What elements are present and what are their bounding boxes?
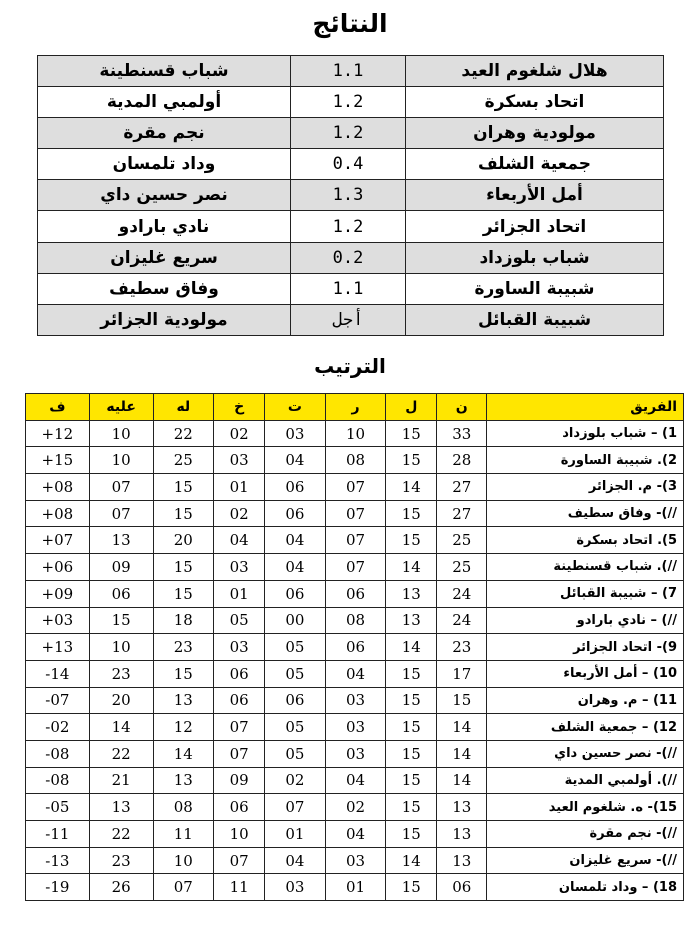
standings-draws: 07: [265, 794, 326, 821]
standings-row: [26, 714, 684, 741]
standings-team: //). أولمبي المدية: [487, 767, 684, 794]
standings-points: 24: [437, 607, 487, 634]
standings-team: 11) – م. وهران: [487, 687, 684, 714]
standings-wins: 03: [325, 714, 386, 741]
results-table: [37, 55, 664, 336]
standings-losses: 09: [214, 767, 265, 794]
result-row: [38, 304, 664, 335]
standings-wins: 04: [325, 821, 386, 848]
standings-losses: 01: [214, 580, 265, 607]
standings-row: [26, 874, 684, 901]
standings-row: [26, 447, 684, 474]
standings-team: 5). اتحاد بسكرة: [487, 527, 684, 554]
standings-goals-for: 15: [153, 500, 214, 527]
standings-goals-for: 08: [153, 794, 214, 821]
standings-played: 15: [386, 874, 437, 901]
header-wins: ر: [325, 394, 386, 421]
header-draws: ت: [265, 394, 326, 421]
standings-goals-for: 07: [153, 874, 214, 901]
standings-team: 15)- ه. شلغوم العيد: [487, 794, 684, 821]
standings-row: [26, 580, 684, 607]
standings-goal-diff: -05: [26, 794, 90, 821]
standings-draws: 02: [265, 767, 326, 794]
standings-goals-for: 11: [153, 821, 214, 848]
standings-goals-for: 15: [153, 474, 214, 501]
standings-row: [26, 554, 684, 581]
standings-points: 14: [437, 714, 487, 741]
result-score: 1.1: [291, 273, 406, 304]
standings-goal-diff: +03: [26, 607, 90, 634]
standings-goals-against: 22: [89, 821, 153, 848]
result-away-team: أولمبي المدية: [38, 87, 291, 118]
standings-points: 17: [437, 660, 487, 687]
standings-goal-diff: +07: [26, 527, 90, 554]
standings-played: 14: [386, 554, 437, 581]
result-score: 1.3: [291, 180, 406, 211]
standings-played: 15: [386, 527, 437, 554]
standings-goals-for: 10: [153, 847, 214, 874]
standings-wins: 08: [325, 607, 386, 634]
standings-goals-against: 06: [89, 580, 153, 607]
standings-played: 13: [386, 580, 437, 607]
standings-goals-against: 15: [89, 607, 153, 634]
standings-played: 15: [386, 660, 437, 687]
standings-goals-for: 20: [153, 527, 214, 554]
result-home-team: اتحاد الجزائر: [406, 211, 664, 242]
header-team: الفريق: [487, 394, 684, 421]
standings-team: 18) – وداد تلمسان: [487, 874, 684, 901]
result-away-team: شباب قسنطينة: [38, 56, 291, 87]
standings-played: 14: [386, 634, 437, 661]
standings-losses: 01: [214, 474, 265, 501]
standings-draws: 05: [265, 634, 326, 661]
standings-goals-against: 26: [89, 874, 153, 901]
standings-wins: 10: [325, 420, 386, 447]
standings-losses: 02: [214, 420, 265, 447]
standings-row: [26, 634, 684, 661]
standings-draws: 04: [265, 447, 326, 474]
standings-team: 12) – جمعية الشلف: [487, 714, 684, 741]
standings-goal-diff: -14: [26, 660, 90, 687]
standings-goal-diff: +08: [26, 474, 90, 501]
result-home-team: اتحاد بسكرة: [406, 87, 664, 118]
standings-wins: 04: [325, 660, 386, 687]
standings-goals-for: 13: [153, 767, 214, 794]
standings-losses: 02: [214, 500, 265, 527]
standings-goals-against: 23: [89, 847, 153, 874]
standings-wins: 07: [325, 500, 386, 527]
standings-losses: 04: [214, 527, 265, 554]
standings-losses: 03: [214, 447, 265, 474]
result-row: [38, 87, 664, 118]
standings-goal-diff: -19: [26, 874, 90, 901]
standings-losses: 07: [214, 714, 265, 741]
standings-team: //)- سريع غليزان: [487, 847, 684, 874]
standings-row: [26, 660, 684, 687]
standings-row: [26, 420, 684, 447]
standings-team: 3)- م. الجزائر: [487, 474, 684, 501]
standings-wins: 03: [325, 687, 386, 714]
standings-goals-for: 25: [153, 447, 214, 474]
standings-row: [26, 500, 684, 527]
result-away-team: سريع غليزان: [38, 242, 291, 273]
result-home-team: شبيبة القبائل: [406, 304, 664, 335]
result-away-team: نجم مقرة: [38, 118, 291, 149]
result-score: 1.2: [291, 118, 406, 149]
standings-team: 7) – شبيبة القبائل: [487, 580, 684, 607]
standings-played: 13: [386, 607, 437, 634]
standings-losses: 11: [214, 874, 265, 901]
standings-goals-for: 12: [153, 714, 214, 741]
result-score: 1.2: [291, 87, 406, 118]
standings-goals-for: 13: [153, 687, 214, 714]
standings-draws: 05: [265, 714, 326, 741]
header-points: ن: [437, 394, 487, 421]
standings-row: [26, 794, 684, 821]
standings-row: [26, 740, 684, 767]
standings-played: 15: [386, 447, 437, 474]
standings-goals-for: 15: [153, 660, 214, 687]
result-row: [38, 273, 664, 304]
standings-points: 23: [437, 634, 487, 661]
result-row: [38, 149, 664, 180]
result-home-team: أمل الأربعاء: [406, 180, 664, 211]
standings-team: //)- نجم مقرة: [487, 821, 684, 848]
header-goal-diff: ف: [26, 394, 90, 421]
standings-wins: 07: [325, 527, 386, 554]
result-away-team: نادي بارادو: [38, 211, 291, 242]
result-row: [38, 211, 664, 242]
standings-goals-against: 07: [89, 500, 153, 527]
result-away-team: نصر حسين داي: [38, 180, 291, 211]
standings-played: 15: [386, 767, 437, 794]
standings-title: الترتيب: [314, 354, 386, 378]
header-goals-for: له: [153, 394, 214, 421]
standings-draws: 06: [265, 474, 326, 501]
result-away-team: وداد تلمسان: [38, 149, 291, 180]
standings-draws: 04: [265, 554, 326, 581]
result-score: 0.4: [291, 149, 406, 180]
standings-team: //)- وفاق سطيف: [487, 500, 684, 527]
standings-goals-against: 13: [89, 527, 153, 554]
standings-row: [26, 527, 684, 554]
result-score: أجل: [291, 304, 406, 335]
standings-points: 13: [437, 821, 487, 848]
standings-wins: 03: [325, 740, 386, 767]
header-goals-against: عليه: [89, 394, 153, 421]
standings-losses: 05: [214, 607, 265, 634]
standings-goals-against: 10: [89, 634, 153, 661]
standings-wins: 08: [325, 447, 386, 474]
standings-wins: 01: [325, 874, 386, 901]
standings-row: [26, 767, 684, 794]
header-losses: خ: [214, 394, 265, 421]
standings-goals-against: 10: [89, 420, 153, 447]
standings-played: 15: [386, 714, 437, 741]
standings-played: 15: [386, 687, 437, 714]
standings-draws: 06: [265, 580, 326, 607]
standings-wins: 07: [325, 554, 386, 581]
result-score: 1.2: [291, 211, 406, 242]
standings-points: 28: [437, 447, 487, 474]
standings-played: 15: [386, 821, 437, 848]
standings-goals-against: 14: [89, 714, 153, 741]
result-home-team: هلال شلغوم العيد: [406, 56, 664, 87]
standings-wins: 07: [325, 474, 386, 501]
result-row: [38, 56, 664, 87]
standings-goals-for: 22: [153, 420, 214, 447]
standings-losses: 06: [214, 687, 265, 714]
standings-points: 27: [437, 500, 487, 527]
standings-draws: 01: [265, 821, 326, 848]
standings-team: 1) – شباب بلوزداد: [487, 420, 684, 447]
standings-points: 33: [437, 420, 487, 447]
standings-points: 27: [437, 474, 487, 501]
standings-wins: 02: [325, 794, 386, 821]
standings-draws: 06: [265, 687, 326, 714]
standings-goal-diff: +09: [26, 580, 90, 607]
result-row: [38, 180, 664, 211]
standings-goals-against: 23: [89, 660, 153, 687]
standings-wins: 06: [325, 634, 386, 661]
standings-goals-against: 20: [89, 687, 153, 714]
standings-points: 13: [437, 847, 487, 874]
standings-draws: 04: [265, 527, 326, 554]
standings-goal-diff: +06: [26, 554, 90, 581]
results-title: النتائج: [312, 9, 388, 38]
standings-goals-for: 15: [153, 580, 214, 607]
standings-header-row: [26, 394, 684, 421]
standings-played: 14: [386, 847, 437, 874]
standings-points: 25: [437, 554, 487, 581]
standings-goal-diff: +15: [26, 447, 90, 474]
standings-points: 14: [437, 740, 487, 767]
standings-goals-for: 23: [153, 634, 214, 661]
standings-team: 10) – أمل الأربعاء: [487, 660, 684, 687]
standings-goal-diff: -13: [26, 847, 90, 874]
standings-played: 15: [386, 794, 437, 821]
standings-played: 15: [386, 740, 437, 767]
standings-goals-against: 22: [89, 740, 153, 767]
standings-losses: 06: [214, 660, 265, 687]
standings-team: //)- نصر حسين داي: [487, 740, 684, 767]
result-away-team: وفاق سطيف: [38, 273, 291, 304]
standings-table: [25, 393, 684, 901]
standings-wins: 03: [325, 847, 386, 874]
standings-draws: 05: [265, 660, 326, 687]
standings-wins: 06: [325, 580, 386, 607]
standings-losses: 03: [214, 554, 265, 581]
standings-goals-for: 14: [153, 740, 214, 767]
standings-draws: 03: [265, 420, 326, 447]
result-away-team: مولودية الجزائر: [38, 304, 291, 335]
standings-played: 15: [386, 500, 437, 527]
standings-team: //). شباب قسنطينة: [487, 554, 684, 581]
standings-goal-diff: -02: [26, 714, 90, 741]
standings-points: 25: [437, 527, 487, 554]
result-home-team: شبيبة الساورة: [406, 273, 664, 304]
standings-goals-against: 21: [89, 767, 153, 794]
result-row: [38, 242, 664, 273]
standings-losses: 06: [214, 794, 265, 821]
standings-row: [26, 847, 684, 874]
standings-draws: 03: [265, 874, 326, 901]
standings-team: 9)- اتحاد الجزائر: [487, 634, 684, 661]
standings-points: 06: [437, 874, 487, 901]
result-row: [38, 118, 664, 149]
standings-goal-diff: -11: [26, 821, 90, 848]
standings-goal-diff: +08: [26, 500, 90, 527]
standings-points: 13: [437, 794, 487, 821]
result-home-team: جمعية الشلف: [406, 149, 664, 180]
standings-row: [26, 607, 684, 634]
standings-losses: 10: [214, 821, 265, 848]
standings-points: 14: [437, 767, 487, 794]
standings-goal-diff: -08: [26, 740, 90, 767]
standings-goals-against: 10: [89, 447, 153, 474]
standings-draws: 04: [265, 847, 326, 874]
standings-goals-for: 15: [153, 554, 214, 581]
standings-goals-against: 07: [89, 474, 153, 501]
standings-row: [26, 821, 684, 848]
standings-goals-against: 09: [89, 554, 153, 581]
standings-losses: 07: [214, 740, 265, 767]
standings-goals-for: 18: [153, 607, 214, 634]
standings-draws: 00: [265, 607, 326, 634]
standings-goal-diff: -08: [26, 767, 90, 794]
standings-played: 14: [386, 474, 437, 501]
standings-points: 24: [437, 580, 487, 607]
standings-points: 15: [437, 687, 487, 714]
standings-losses: 03: [214, 634, 265, 661]
result-score: 0.2: [291, 242, 406, 273]
standings-draws: 06: [265, 500, 326, 527]
standings-goal-diff: +13: [26, 634, 90, 661]
result-score: 1.1: [291, 56, 406, 87]
standings-row: [26, 474, 684, 501]
result-home-team: شباب بلوزداد: [406, 242, 664, 273]
standings-team: //) – نادي بارادو: [487, 607, 684, 634]
standings-wins: 04: [325, 767, 386, 794]
standings-draws: 05: [265, 740, 326, 767]
standings-played: 15: [386, 420, 437, 447]
standings-goals-against: 13: [89, 794, 153, 821]
header-played: ل: [386, 394, 437, 421]
standings-goal-diff: -07: [26, 687, 90, 714]
standings-row: [26, 687, 684, 714]
standings-goal-diff: +12: [26, 420, 90, 447]
standings-team: 2). شبيبة الساورة: [487, 447, 684, 474]
standings-losses: 07: [214, 847, 265, 874]
result-home-team: مولودية وهران: [406, 118, 664, 149]
